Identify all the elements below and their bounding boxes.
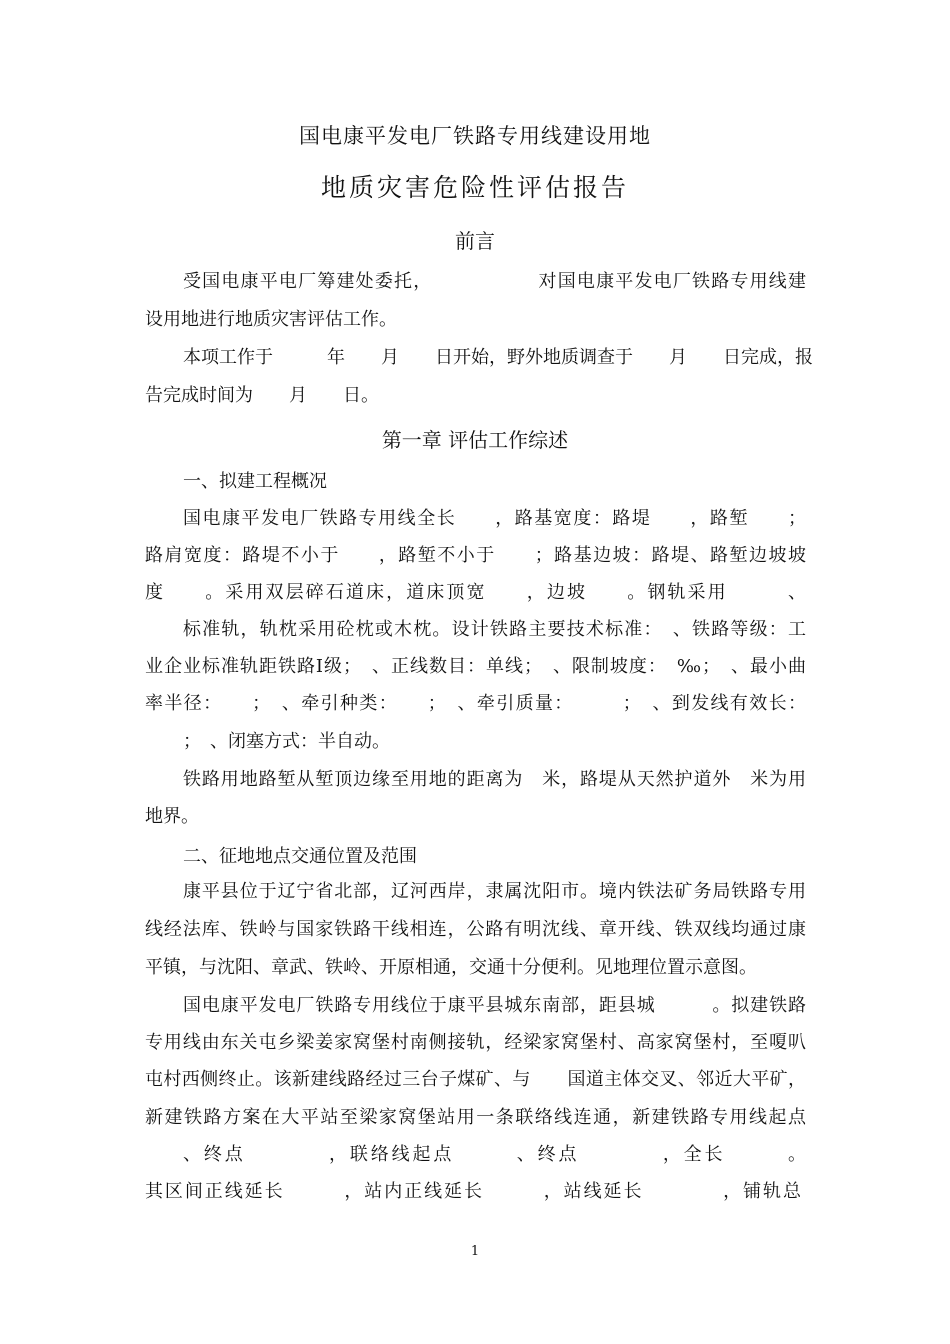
paragraph-line: 新建铁路方案在大平站至梁家窝堡站用一条联络线连通，新建铁路专用线起点 [145, 1107, 806, 1128]
paragraph-line: 业企业标准轨距铁路Ⅰ级； 、正线数目：单线； 、限制坡度： ‰； 、最小曲 [145, 656, 806, 677]
paragraph-line: 屯村西侧终止。该新建线路经过三台子煤矿、与 国道主体交叉、邻近大平矿， [145, 1069, 806, 1090]
paragraph-line: 率半径： ； 、牵引种类： ； 、牵引质量： ； 、到发线有效长： [145, 693, 806, 714]
paragraph-line: 本项工作于 年 月 日开始，野外地质调查于 月 日完成，报 [183, 347, 813, 368]
paragraph-line: 度 。采用双层碎石道床，道床顶宽 ，边坡 。钢轨采用 、 [145, 582, 806, 603]
paragraph-line: ； 、闭塞方式：半自动。 [183, 731, 390, 752]
paragraph-line: 、终点 ，联络线起点 、终点 ，全长 。 [183, 1144, 806, 1165]
paragraph-line: 国电康平发电厂铁路专用线全长 ，路基宽度：路堤 ，路堑 ； [183, 508, 806, 529]
preface-heading: 前言 [455, 229, 495, 253]
paragraph-line: 标准轨，轨枕采用砼枕或木枕。设计铁路主要技术标准： 、铁路等级：工 [183, 619, 806, 640]
paragraph-line: 受国电康平电厂筹建处委托， 对国电康平发电厂铁路专用线建 [183, 271, 806, 292]
page-number: 1 [470, 1244, 480, 1259]
paragraph-line: 设用地进行地质灾害评估工作。 [145, 309, 397, 330]
report-title-line-1: 国电康平发电厂铁路专用线建设用地 [299, 124, 651, 148]
paragraph-line: 地界。 [145, 806, 199, 827]
section-heading: 二、征地地点交通位置及范围 [183, 846, 417, 867]
paragraph-line: 平镇，与沈阳、章武、铁岭、开原相通，交通十分便利。见地理位置示意图。 [145, 957, 757, 978]
paragraph-line: 告完成时间为 月 日。 [145, 385, 379, 406]
chapter-heading: 第一章 评估工作综述 [381, 428, 569, 452]
paragraph-line: 国电康平发电厂铁路专用线位于康平县城东南部，距县城 。拟建铁路 [183, 995, 806, 1016]
paragraph-line: 线经法库、铁岭与国家铁路干线相连，公路有明沈线、章开线、铁双线均通过康 [145, 919, 806, 940]
paragraph-line: 专用线由东关屯乡梁姜家窝堡村南侧接轨，经梁家窝堡村、高家窝堡村，至嗄叭 [145, 1032, 806, 1053]
report-title-line-2: 地质灾害危险性评估报告 [320, 173, 629, 202]
paragraph-line: 路肩宽度：路堤不小于 ，路堑不小于 ；路基边坡：路堤、路堑边坡坡 [145, 545, 806, 566]
paragraph-line: 铁路用地路堑从堑顶边缘至用地的距离为 米，路堤从天然护道外 米为用 [183, 769, 806, 790]
paragraph-line: 康平县位于辽宁省北部，辽河西岸，隶属沈阳市。境内铁法矿务局铁路专用 [183, 881, 806, 902]
paragraph-line: 其区间正线延长 ，站内正线延长 ，站线延长 ，铺轨总 [145, 1181, 801, 1202]
section-heading: 一、拟建工程概况 [183, 471, 327, 492]
